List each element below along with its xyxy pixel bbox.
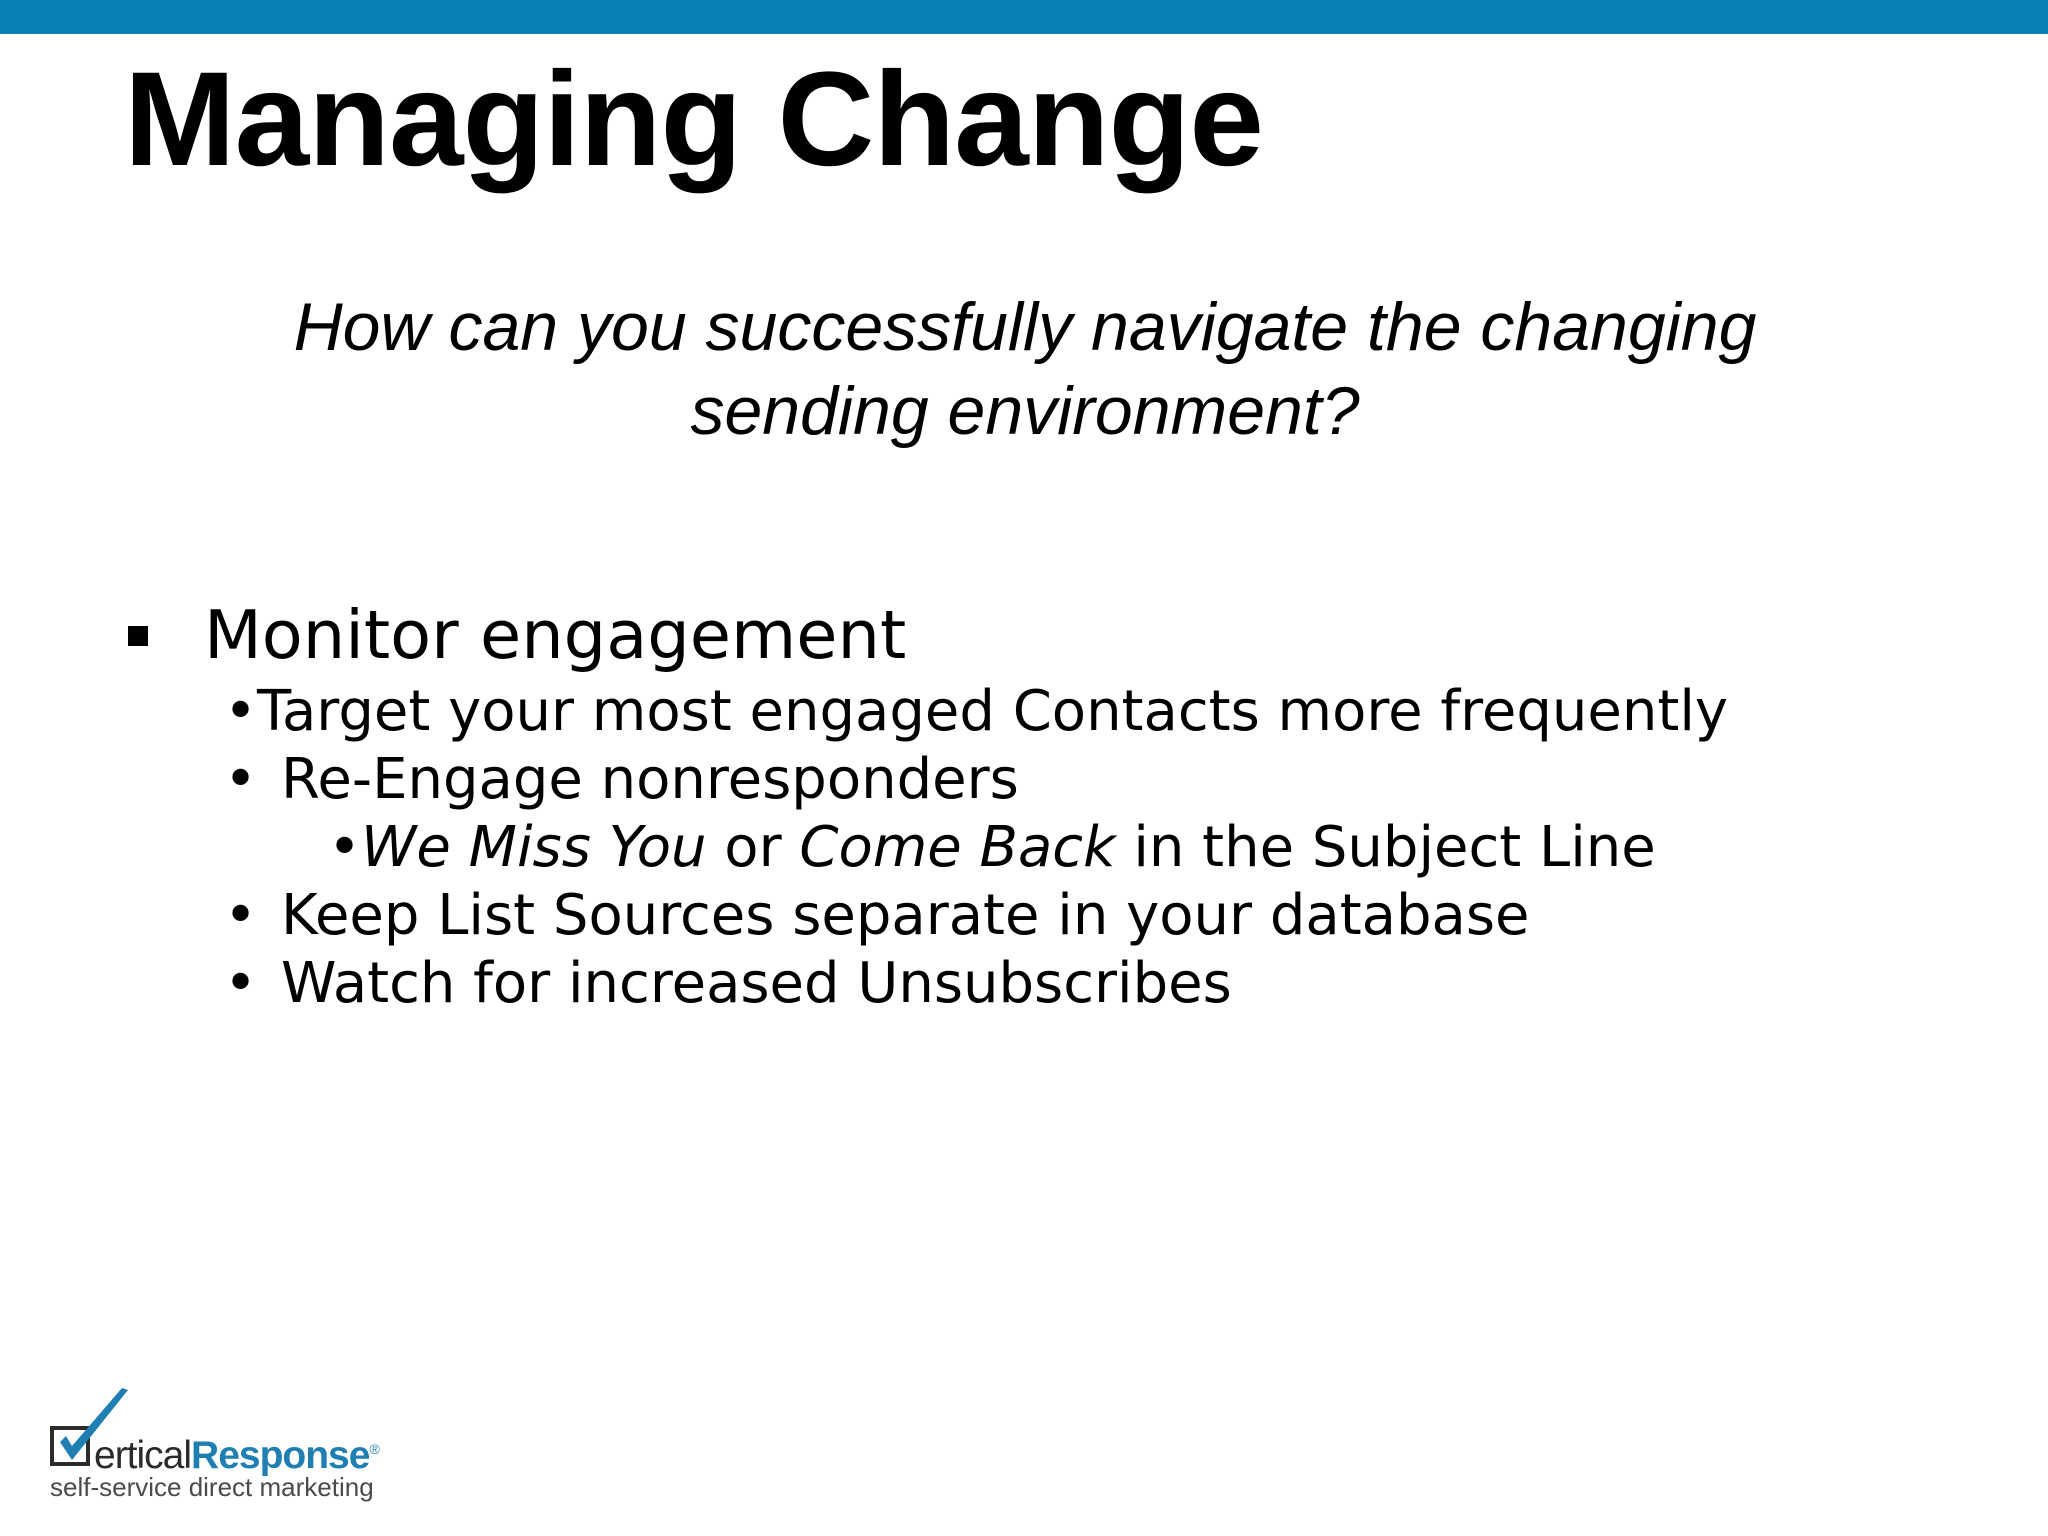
slide-subtitle: How can you successfully navigate the changing sending environment? bbox=[293, 289, 1757, 449]
sub-bullet-unsubscribes-text: Watch for increased Unsubscribes bbox=[281, 951, 1232, 1016]
sub-bullet-list-sources bbox=[224, 882, 1529, 950]
bullet-dot-icon: • bbox=[224, 883, 258, 948]
sub-bullet-target-text: Target your most engaged Contacts more frequently bbox=[257, 679, 1729, 744]
bullet-dot-icon: • bbox=[224, 679, 258, 744]
logo-wordmark: erticalResponse® bbox=[94, 1434, 379, 1477]
sub-sub-bullet-subject-line bbox=[328, 814, 1656, 882]
bullet-dot-icon: • bbox=[224, 747, 258, 812]
bullet-dot-icon: • bbox=[328, 815, 362, 880]
sub-bullet-list-sources-text: Keep List Sources separate in your database bbox=[281, 883, 1530, 948]
sub-bullet-reengage bbox=[224, 746, 1019, 814]
bullet-dot-icon: • bbox=[224, 951, 258, 1016]
subject-line-suffix: in the Subject Line bbox=[1115, 815, 1656, 880]
sub-bullet-unsubscribes bbox=[224, 950, 1232, 1018]
sub-bullet-reengage-text: Re-Engage nonresponders bbox=[281, 747, 1019, 812]
subject-connector-or: or bbox=[706, 815, 800, 880]
subject-phrase-we-miss-you: We Miss You bbox=[361, 815, 707, 880]
square-bullet-icon bbox=[128, 626, 148, 646]
logo-tagline: self-service direct marketing bbox=[50, 1472, 374, 1502]
sub-bullet-target bbox=[224, 678, 1728, 746]
verticalresponse-logo bbox=[48, 1384, 408, 1514]
subject-phrase-come-back: Come Back bbox=[799, 815, 1116, 880]
top-accent-bar bbox=[0, 0, 2048, 34]
bullet-main-text: Monitor engagement bbox=[204, 596, 907, 674]
slide-title: Managing Change bbox=[124, 45, 1263, 194]
